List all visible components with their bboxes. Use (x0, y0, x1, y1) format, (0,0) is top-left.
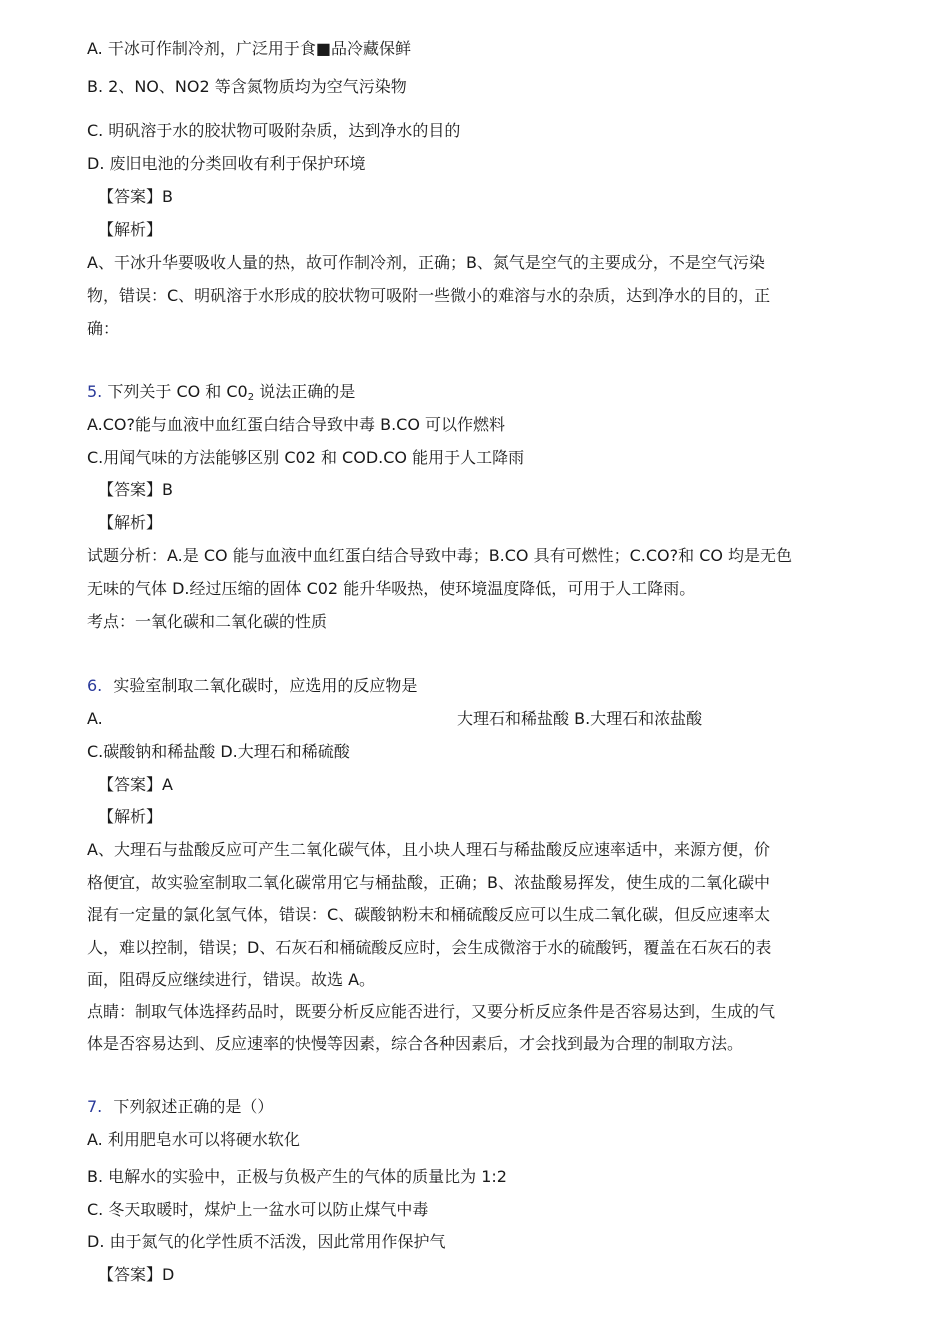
q6-options-ab: 大理石和稀盐酸 B.大理石和浓盐酸 (457, 709, 703, 728)
q5-answer: 【答案】B (98, 480, 173, 499)
q6-analysis-line-1: A、大理石与盐酸反应可产生二氧化碳气体，且小块人理石与稀盐酸反应速率适中，来源方便，价 (87, 840, 770, 859)
q6-options-cd: C.碳酸钠和稀盐酸 D.大理石和稀硫酸 (87, 742, 350, 761)
q6-analysis-label: 【解析】 (98, 807, 163, 826)
q5-analysis-line-2: 无味的气体 D.经过压缩的固体 C02 能升华吸热，使环境温度降低，可用于人工降雨。 (87, 579, 696, 598)
q6-answer: 【答案】A (98, 775, 173, 794)
q7-stem-text: 下列叙述正确的是（） (113, 1097, 274, 1116)
q4-analysis-line-2: 物，错误：C、明矾溶于水形成的胶状物可吸附一些微小的难溶与水的杂质，达到净水的目的，正 (87, 286, 771, 305)
q4-option-c: C. 明矾溶于水的胶状物可吸附杂质，达到净水的目的 (87, 121, 461, 140)
q6-stem (87, 675, 417, 697)
q4-analysis-line-3: 确： (87, 319, 120, 338)
q6-analysis-line-2: 格便宜，故实验室制取二氧化碳常用它与桶盐酸，正确；B、浓盐酸易挥发，使生成的二氧化碳中 (87, 873, 770, 892)
q4-analysis-line-1: A、干冰升华要吸收人量的热，故可作制冷剂，正确；B、氮气是空气的主要成分，不是空气污染 (87, 253, 765, 272)
q5-analysis-label: 【解析】 (98, 513, 163, 532)
q7-answer: 【答案】D (98, 1265, 175, 1284)
q7-option-d: D. 由于氮气的化学性质不活泼，因此常用作保护气 (87, 1232, 446, 1251)
q6-number: 6. (87, 676, 103, 695)
q4-option-b: B. 2、NO、NO2 等含氮物质均为空气污染物 (87, 77, 407, 96)
q5-stem-text-end: 说法正确的是 (254, 382, 356, 401)
q5-stem (87, 381, 355, 409)
q4-analysis-label: 【解析】 (98, 220, 163, 239)
q5-options-cd: C.用闻气味的方法能够区别 C02 和 COD.CO 能用于人工降雨 (87, 448, 525, 467)
q5-stem-text: 下列关于 CO 和 C0 (107, 382, 248, 401)
q5-options-ab: A.CO?能与血液中血红蛋白结合导致中毒 B.CO 可以作燃料 (87, 415, 506, 434)
q6-stem-text: 实验室制取二氧化碳时，应选用的反应物是 (113, 676, 418, 695)
q7-stem (87, 1096, 273, 1118)
q6-remark-line-2: 体是否容易达到、反应速率的快慢等因素，综合各种因素后，才会找到最为合理的制取方法。 (87, 1034, 744, 1053)
q5-knowledge-point: 考点：一氧化碳和二氧化碳的性质 (87, 612, 328, 631)
q7-option-c: C. 冬天取暖时，煤炉上一盆水可以防止煤气中毒 (87, 1200, 429, 1219)
q7-number: 7. (87, 1097, 103, 1116)
q5-analysis-line-1: 试题分析：A.是 CO 能与血液中血红蛋白结合导致中毒；B.CO 具有可燃性；C.CO?和 CO 均是无色 (87, 546, 793, 565)
q4-option-a: A. 干冰可作制冷剂，广泛用于食■品冷藏保鲜 (87, 39, 411, 58)
q5-stem-subscript: 2 (247, 392, 255, 403)
q6-analysis-line-5: 面，阻碍反应继续进行，错误。故选 A。 (87, 970, 376, 989)
q6-analysis-line-4: 人，难以控制，错误；D、石灰石和桶硫酸反应时，会生成微溶于水的硫酸钙，覆盖在石灰石的表 (87, 938, 772, 957)
q6-option-a-label: A. (87, 709, 103, 728)
q4-answer: 【答案】B (98, 187, 173, 206)
q7-option-a: A. 利用肥皂水可以将硬水软化 (87, 1130, 300, 1149)
q7-option-b: B. 电解水的实验中，正极与负极产生的气体的质量比为 1:2 (87, 1167, 507, 1186)
q4-option-d: D. 废旧电池的分类回收有利于保护环境 (87, 154, 366, 173)
q5-number: 5. (87, 382, 103, 401)
q6-remark-line-1: 点睛：制取气体选择药品时，既要分析反应能否进行，又要分析反应条件是否容易达到，生成的气 (87, 1002, 776, 1021)
q6-analysis-line-3: 混有一定量的氯化氢气体，错误：C、碳酸钠粉末和桶硫酸反应可以生成二氧化碳，但反应速率太 (87, 905, 771, 924)
